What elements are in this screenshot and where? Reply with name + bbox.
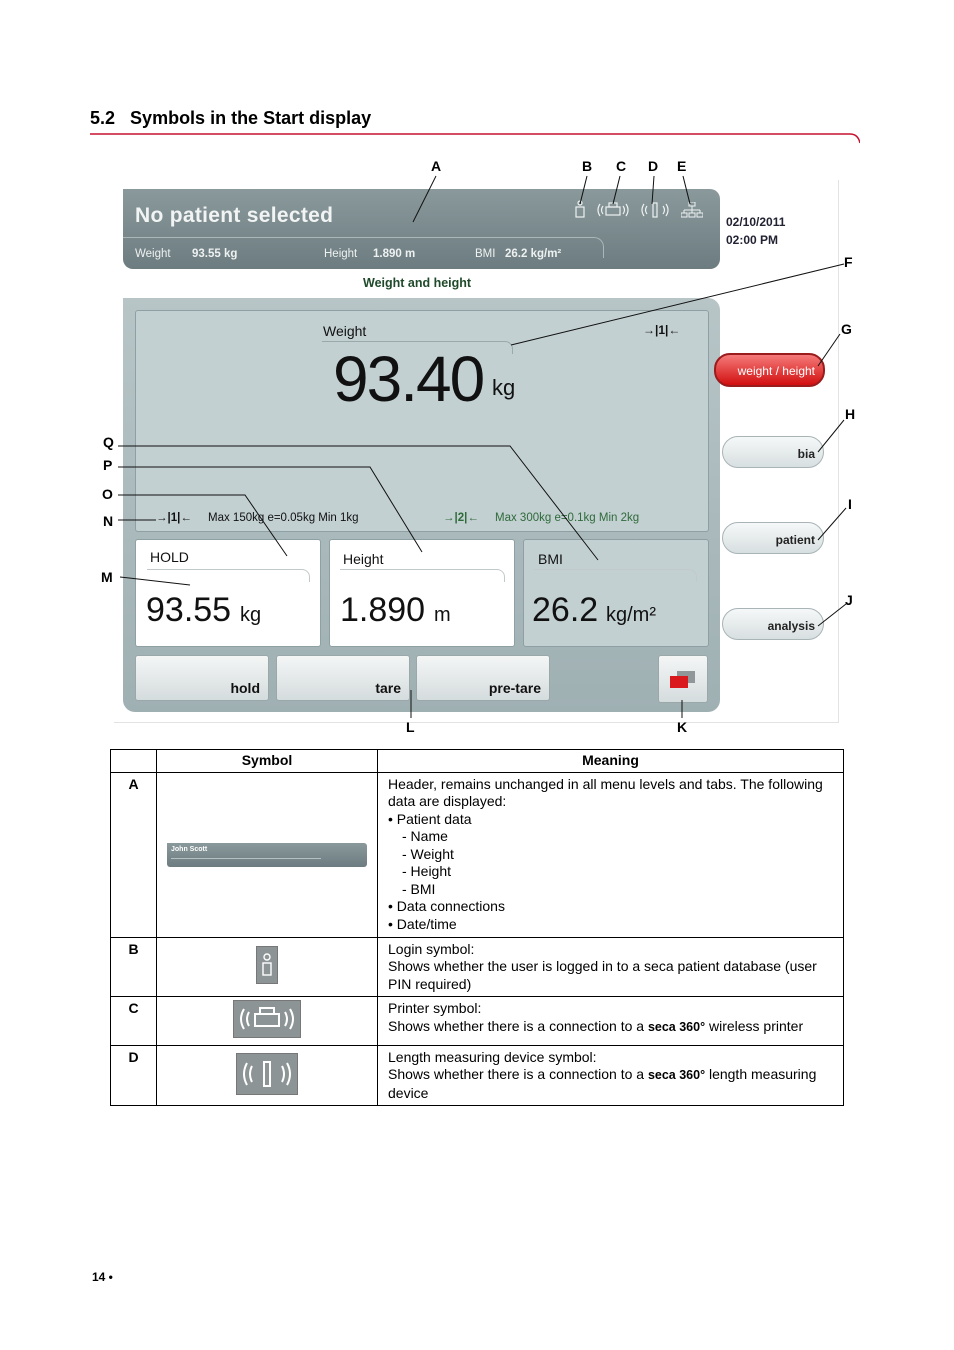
height-unit: m [434, 604, 451, 626]
tab-patient[interactable]: patient [722, 522, 824, 554]
callout-n: N [103, 513, 114, 529]
meaning-text-post: length measuring device [388, 1066, 817, 1101]
meaning-text: Shows whether the user is logged in to a seca patient database (user PIN required) [388, 958, 817, 992]
height-value: 1.890 [340, 591, 426, 629]
callout-c: C [616, 158, 627, 174]
tab-analysis[interactable]: analysis [722, 608, 824, 640]
row-key: B [111, 937, 157, 997]
tab-caption: Weight and height [363, 276, 472, 290]
login-symbol-icon [256, 946, 278, 984]
leader-q [118, 446, 598, 560]
header-bmi-value: 26.2 kg/m² [505, 248, 562, 260]
meaning-sub: - Name [402, 828, 448, 844]
meaning-brand: seca 360° [647, 1019, 706, 1034]
leader-e [683, 176, 690, 204]
range2-text: Max 300kg e=0.1kg Min 2kg [495, 512, 640, 524]
table-row [111, 772, 844, 937]
main-weight-label: Weight [323, 323, 367, 339]
tab-weight-height[interactable]: weight / height [714, 353, 825, 387]
table-row [111, 1045, 844, 1106]
symbol-cell [157, 997, 378, 1046]
leader-i [818, 508, 846, 540]
meaning-text-post: wireless printer [705, 1017, 804, 1034]
leader-h [818, 420, 844, 452]
row-meaning [378, 1045, 844, 1106]
row-meaning [378, 772, 844, 937]
hold-label: HOLD [150, 549, 189, 565]
row-key: C [111, 997, 157, 1046]
callout-m: M [101, 569, 113, 585]
tab-bia[interactable]: bia [722, 436, 824, 468]
table-header-row [111, 750, 844, 773]
meaning-bullet: • Date/time [388, 915, 457, 932]
leader-b [580, 176, 587, 204]
range2-icon: →|2|← [443, 512, 479, 524]
section-number: 5.2 [90, 108, 116, 128]
meaning-brand: seca 360° [647, 1068, 706, 1082]
row-meaning [378, 937, 844, 997]
meaning-text [388, 1066, 833, 1102]
meaning-text [388, 1018, 833, 1037]
tare-button[interactable]: tare [276, 655, 410, 701]
symbol-cell [157, 1045, 378, 1106]
meaning-intro: Header, remains unchanged in all menu levels and tabs. The following data are displayed: [388, 775, 823, 809]
hold-value: 93.55 [146, 591, 232, 629]
bmi-value: 26.2 [532, 591, 599, 629]
row-meaning [378, 997, 844, 1046]
leader-d [652, 176, 654, 204]
section-title: Symbols in the Start display [130, 108, 372, 128]
printer-symbol-icon [233, 1000, 301, 1038]
header-symbol: Symbol [157, 750, 378, 773]
hold-unit: kg [240, 604, 262, 626]
thumbnail-name: John Scott [171, 845, 208, 853]
callout-a: A [431, 158, 442, 174]
meaning-sub: - BMI [402, 880, 436, 897]
meaning-text-pre: Shows whether there is a connection to a [388, 1017, 648, 1034]
meaning-bullet: • Patient data [388, 810, 472, 827]
leader-g [818, 334, 840, 366]
callout-o: O [102, 486, 113, 502]
weighing-range-indicator: →|1|← [643, 323, 681, 337]
callout-d: D [648, 158, 659, 174]
header-key [111, 750, 157, 773]
screen-time: 02:00 PM [726, 233, 779, 247]
range1-icon: →|1|← [156, 512, 192, 524]
symbol-table [110, 749, 844, 1106]
leader-f [511, 264, 844, 345]
table-row [111, 937, 844, 997]
header-weight-value: 93.55 kg [192, 248, 238, 260]
main-weight-value: 93.40 [333, 343, 484, 415]
callout-f: F [844, 254, 853, 270]
bmi-unit: kg/m² [606, 604, 656, 626]
callout-q: Q [103, 434, 114, 450]
hold-button[interactable]: hold [135, 655, 269, 701]
header-height-label: Height [324, 248, 358, 260]
header-weight-label: Weight [135, 248, 171, 260]
callout-b: B [582, 158, 593, 174]
leader-m [120, 577, 190, 585]
callout-k: K [677, 719, 688, 735]
meaning-sub: - Height [402, 863, 452, 879]
header-title: No patient selected [135, 204, 334, 227]
callout-h: H [845, 406, 856, 422]
leader-c [613, 176, 620, 204]
header-bmi-label: BMI [475, 248, 496, 260]
page-number: 14 • [92, 1270, 113, 1284]
symbol-cell [157, 937, 378, 997]
pre-tare-button[interactable]: pre-tare [416, 655, 550, 701]
main-weight-unit: kg [492, 375, 516, 400]
leader-o [118, 495, 287, 556]
meaning-title: Printer symbol: [388, 1000, 482, 1016]
range1-text: Max 150kg e=0.05kg Min 1kg [208, 512, 359, 524]
meaning-text-pre: Shows whether there is a connection to a [388, 1066, 648, 1082]
callout-i: I [848, 496, 852, 512]
meaning-title: Login symbol: [388, 940, 475, 957]
callout-p: P [103, 457, 113, 473]
thumbnail-divider [171, 858, 321, 859]
length-device-symbol-icon [236, 1053, 298, 1095]
leader-j [818, 604, 846, 626]
header-thumbnail-cell [157, 772, 378, 937]
callout-j: J [845, 592, 853, 608]
table-row [111, 997, 844, 1046]
header-thumbnail [167, 843, 367, 867]
meaning-sub: - Weight [402, 845, 454, 862]
callout-l: L [406, 719, 415, 735]
meaning-title: Length measuring device symbol: [388, 1048, 597, 1065]
height-label: Height [343, 551, 384, 567]
screen-date: 02/10/2011 [726, 215, 786, 229]
header-height-value: 1.890 m [373, 248, 416, 260]
row-key: A [111, 772, 157, 937]
bmi-label: BMI [538, 551, 563, 567]
header-meaning: Meaning [378, 750, 844, 773]
callout-g: G [841, 321, 852, 337]
callout-e: E [677, 158, 687, 174]
row-key: D [111, 1045, 157, 1106]
leader-a [413, 176, 436, 222]
meaning-bullet: • Data connections [388, 898, 505, 914]
leader-p [118, 467, 422, 552]
